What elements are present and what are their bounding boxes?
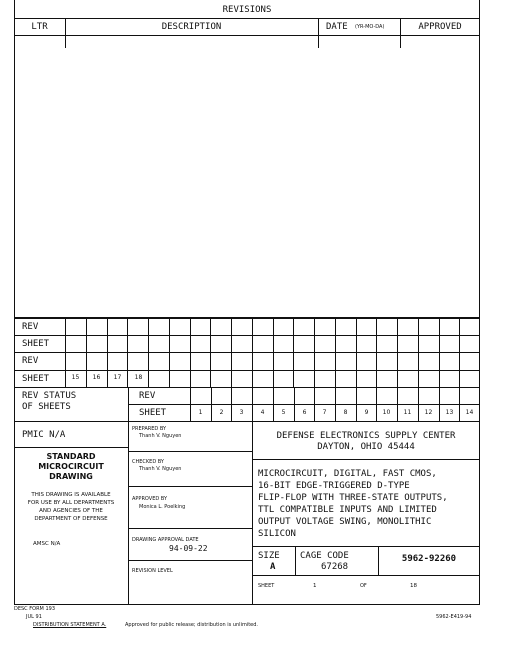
rev-grid-divider bbox=[376, 318, 377, 388]
standard-title-line: DRAWING bbox=[49, 472, 93, 481]
status-sheet-label: SHEET bbox=[139, 408, 167, 418]
status-grid-divider bbox=[231, 387, 232, 422]
status-sheet-number: 2 bbox=[219, 409, 224, 416]
status-grid-divider bbox=[294, 387, 295, 422]
rev-grid-divider bbox=[439, 318, 440, 388]
rev-row2-label: REV bbox=[22, 356, 39, 366]
status-sheet-number: 11 bbox=[403, 409, 412, 416]
availability-line: FOR USE BY ALL DEPARTMENTS bbox=[27, 500, 115, 506]
status-sheet-number: 12 bbox=[424, 409, 433, 416]
of-value: 18 bbox=[410, 583, 417, 589]
status-grid-divider bbox=[273, 387, 274, 422]
title-line: FLIP-FLOP WITH THREE-STATE OUTPUTS, bbox=[258, 493, 448, 503]
status-grid-divider bbox=[439, 387, 440, 422]
approved-by-name: Monica L. Poelking bbox=[139, 504, 186, 510]
status-grid-divider bbox=[335, 387, 336, 422]
availability-line: DEPARTMENT OF DEFENSE bbox=[34, 516, 108, 522]
sheet-label: SHEET bbox=[258, 583, 275, 589]
standard-title-line: STANDARD bbox=[46, 452, 96, 461]
title-line: TTL COMPATIBLE INPUTS AND LIMITED bbox=[258, 505, 437, 515]
revisions-block bbox=[14, 0, 480, 318]
sheet-row2-number: 16 bbox=[92, 374, 101, 381]
rev-grid-divider bbox=[397, 318, 398, 388]
rev-grid-divider bbox=[314, 318, 315, 388]
status-sheet-number: 4 bbox=[260, 409, 265, 416]
approved-by-label: APPROVED BY bbox=[132, 496, 168, 502]
agency-line2: DAYTON, OHIO 45444 bbox=[317, 442, 415, 452]
col-approved: APPROVED bbox=[418, 22, 462, 32]
of-label: OF bbox=[360, 583, 367, 589]
title-line: OUTPUT VOLTAGE SWING, MONOLITHIC bbox=[258, 517, 432, 527]
rev-grid-divider bbox=[335, 318, 336, 388]
status-sheet-number: 7 bbox=[322, 409, 327, 416]
status-sheet-number: 1 bbox=[198, 409, 203, 416]
form-date: JUL 91 bbox=[26, 614, 42, 620]
status-sheet-number: 9 bbox=[364, 409, 369, 416]
amsc-label: AMSC N/A bbox=[33, 541, 61, 547]
rev-status-label: REV STATUS bbox=[22, 391, 77, 401]
status-sheet-number: 8 bbox=[343, 409, 348, 416]
status-grid-divider bbox=[190, 387, 191, 422]
title-line: 16-BIT EDGE-TRIGGERED D-TYPE bbox=[258, 481, 410, 491]
of-sheets-label: OF SHEETS bbox=[22, 402, 71, 412]
rev-grid-divider bbox=[273, 318, 274, 388]
cage-code-value: 67268 bbox=[321, 562, 349, 572]
status-rev-label: REV bbox=[139, 391, 156, 401]
status-grid-divider bbox=[397, 387, 398, 422]
status-grid-divider bbox=[459, 387, 460, 422]
document-code: 5962-E419-94 bbox=[436, 614, 472, 620]
status-sheet-number: 3 bbox=[239, 409, 244, 416]
revision-level-label: REVISION LEVEL bbox=[132, 568, 173, 574]
availability-line: THIS DRAWING IS AVAILABLE bbox=[31, 492, 111, 498]
drawing-number: 5962-92260 bbox=[401, 554, 457, 564]
rev-grid-divider bbox=[190, 318, 191, 388]
form-number: DESC FORM 193 bbox=[14, 606, 55, 612]
rev-grid-divider bbox=[418, 318, 419, 388]
status-sheet-number: 10 bbox=[382, 409, 391, 416]
pmic-label: PMIC N/A bbox=[22, 430, 66, 440]
col-date-format: (YR-MO-DA) bbox=[355, 24, 385, 30]
status-sheet-number: 5 bbox=[281, 409, 286, 416]
size-label: SIZE bbox=[258, 551, 280, 561]
rev-row1-label: REV bbox=[22, 322, 39, 332]
rev-grid-divider bbox=[356, 318, 357, 388]
rev-grid-divider bbox=[231, 318, 232, 388]
rev-grid-divider bbox=[169, 318, 170, 388]
prepared-by-label: PREPARED BY bbox=[132, 426, 167, 432]
col-ltr: LTR bbox=[31, 22, 48, 32]
approval-date-label: DRAWING APPROVAL DATE bbox=[132, 537, 199, 543]
approval-date-value: 94-09-22 bbox=[169, 544, 208, 553]
col-date: DATE bbox=[326, 22, 348, 32]
standard-title-line: MICROCIRCUIT bbox=[38, 462, 104, 471]
sheet-row2-number: 17 bbox=[113, 374, 122, 381]
availability-line: AND AGENCIES OF THE bbox=[39, 508, 103, 514]
sheet-row2-label: SHEET bbox=[22, 374, 50, 384]
status-grid-divider bbox=[356, 387, 357, 422]
rev-grid-divider bbox=[459, 318, 460, 388]
col-description: DESCRIPTION bbox=[161, 22, 222, 32]
sheet-row2-number: 15 bbox=[71, 374, 80, 381]
status-sheet-number: 6 bbox=[302, 409, 307, 416]
status-grid-divider bbox=[418, 387, 419, 422]
agency-line1: DEFENSE ELECTRONICS SUPPLY CENTER bbox=[276, 431, 456, 441]
sheet-value: 1 bbox=[313, 583, 317, 589]
sheet-row2-number: 18 bbox=[134, 374, 143, 381]
status-grid-divider bbox=[211, 387, 212, 422]
distribution-statement-label: DISTRIBUTION STATEMENT A. bbox=[33, 622, 107, 628]
rev-grid-divider bbox=[293, 318, 294, 388]
checked-by-name: Thanh V. Nguyen bbox=[139, 466, 182, 472]
status-sheet-number: 14 bbox=[465, 409, 474, 416]
cage-code-label: CAGE CODE bbox=[300, 551, 349, 561]
revisions-title: REVISIONS bbox=[222, 5, 272, 15]
rev-grid-divider bbox=[210, 318, 211, 388]
size-value: A bbox=[270, 562, 276, 572]
status-grid-divider bbox=[252, 387, 253, 422]
status-sheet-number: 13 bbox=[445, 409, 454, 416]
title-line: MICROCIRCUIT, DIGITAL, FAST CMOS, bbox=[258, 469, 437, 479]
sheet-row1-label: SHEET bbox=[22, 339, 50, 349]
prepared-by-name: Thanh V. Nguyen bbox=[139, 433, 182, 439]
title-line: SILICON bbox=[258, 529, 296, 539]
status-grid-divider bbox=[314, 387, 315, 422]
checked-by-label: CHECKED BY bbox=[132, 459, 164, 465]
rev-grid-divider bbox=[252, 318, 253, 388]
status-grid-divider bbox=[376, 387, 377, 422]
distribution-statement-text: Approved for public release; distribution is unlimited. bbox=[125, 622, 259, 628]
